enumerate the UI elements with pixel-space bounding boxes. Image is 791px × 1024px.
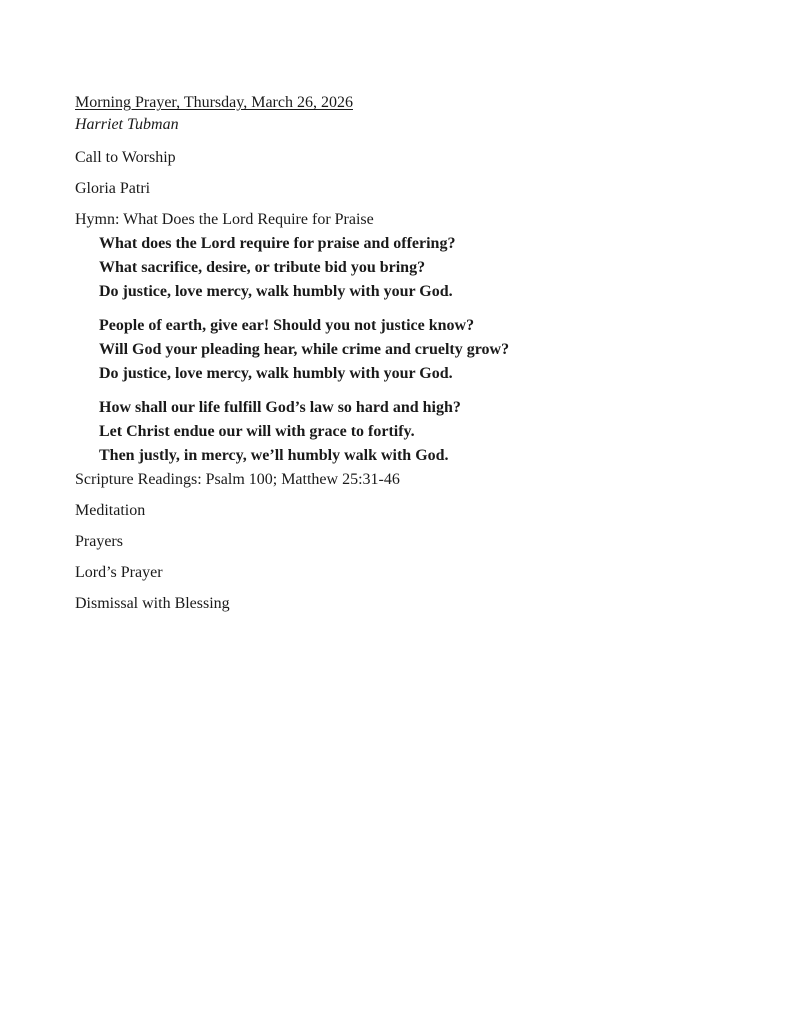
gloria-patri-item: Gloria Patri (75, 180, 151, 197)
hymn-line: What sacrifice, desire, or tribute bid you bring? (99, 259, 426, 276)
hymn-line: Then justly, in mercy, we’ll humbly walk with God. (99, 447, 449, 464)
scripture-readings-item: Scripture Readings: Psalm 100; Matthew 25:31-46 (75, 471, 400, 488)
meditation-item: Meditation (75, 502, 146, 519)
lords-prayer-item: Lord’s Prayer (75, 564, 163, 581)
hymn-line: How shall our life fulfill God’s law so hard and high? (99, 399, 461, 416)
commemoration-subtitle: Harriet Tubman (75, 116, 179, 133)
page-title: Morning Prayer, Thursday, March 26, 2026 (75, 94, 353, 111)
prayers-item: Prayers (75, 533, 123, 550)
call-to-worship-item: Call to Worship (75, 149, 176, 166)
hymn-verse-1 (99, 232, 755, 304)
hymn-heading: Hymn: What Does the Lord Require for Praise (75, 211, 374, 228)
hymn-line: Will God your pleading hear, while crime and cruelty grow? (99, 341, 510, 358)
hymn-verses (75, 232, 755, 468)
hymn-line: What does the Lord require for praise and offering? (99, 235, 456, 252)
hymn-line: Do justice, love mercy, walk humbly with your God. (99, 365, 453, 382)
bulletin-page (75, 92, 755, 615)
hymn-verse-2 (99, 314, 755, 386)
hymn-line: Do justice, love mercy, walk humbly with your God. (99, 283, 453, 300)
dismissal-item: Dismissal with Blessing (75, 595, 230, 612)
hymn-line: People of earth, give ear! Should you not justice know? (99, 317, 475, 334)
hymn-verse-3 (99, 396, 755, 468)
hymn-line: Let Christ endue our will with grace to fortify. (99, 423, 415, 440)
